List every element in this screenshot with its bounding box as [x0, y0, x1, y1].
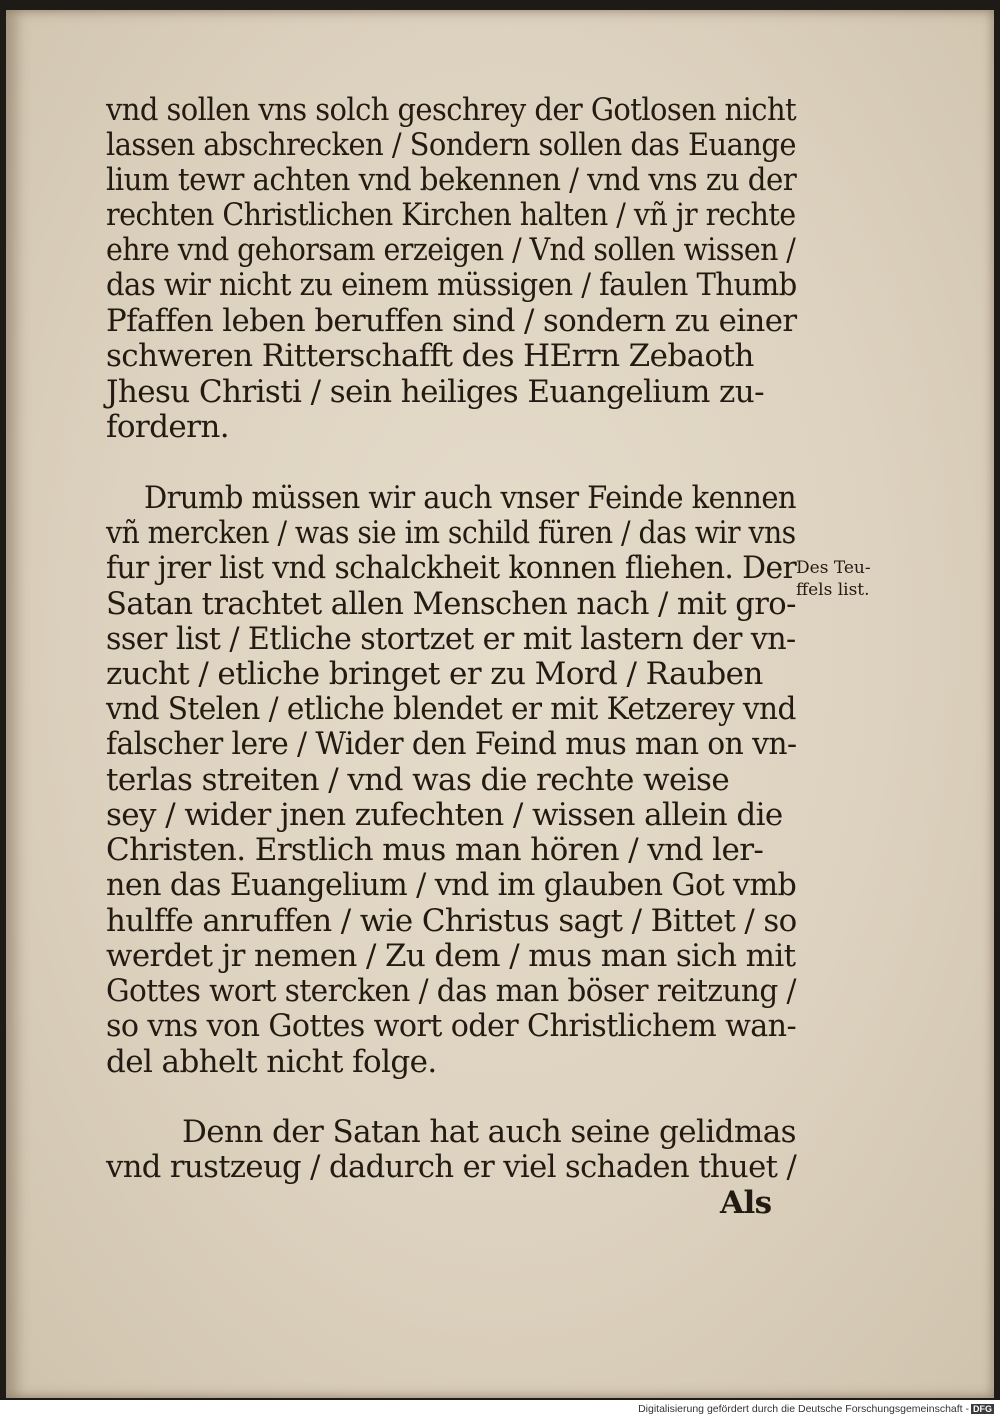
- text-line: Satan trachtet allen Menschen nach / mit gro-: [106, 586, 796, 622]
- dfg-logo: DFG: [973, 1404, 992, 1414]
- text-line: Gottes wort stercken / das man böser reitzung /: [106, 973, 796, 1009]
- text-line: fordern.: [106, 409, 229, 445]
- text-line: lassen abschrecken / Sondern sollen das Euange: [106, 127, 796, 163]
- text-line: vnd sollen vns solch geschrey der Gotlosen nicht: [106, 92, 797, 128]
- text-line: vnd Stelen / etliche blendet er mit Ketzerey vnd: [106, 691, 796, 727]
- text-line: falscher lere / Wider den Feind mus man on vn-: [106, 726, 797, 762]
- text-line: lium tewr achten vnd bekennen / vnd vns zu der: [106, 162, 797, 198]
- marginal-note: ffels list.: [796, 580, 870, 600]
- marginal-note: Des Teu-: [796, 558, 871, 578]
- text-line: das wir nicht zu einem müssigen / faulen Thumb: [106, 267, 797, 303]
- text-line: Pfaffen leben beruffen sind / sondern zu einer: [106, 303, 797, 339]
- catchword: Als: [720, 1185, 772, 1221]
- text-line: Drumb müssen wir auch vnser Feinde kennen: [144, 480, 797, 516]
- text-line: nen das Euangelium / vnd im glauben Got vmb: [106, 867, 797, 903]
- text-line: sser list / Etliche stortzet er mit lastern der vn-: [106, 621, 796, 657]
- text-line: sey / wider jnen zufechten / wissen allein die: [106, 797, 783, 833]
- text-line: ehre vnd gehorsam erzeigen / Vnd sollen wissen /: [106, 232, 796, 268]
- text-line: del abhelt nicht folge.: [106, 1044, 437, 1080]
- footer-credit: [638, 1403, 994, 1415]
- text-line: rechten Christlichen Kirchen halten / vñ jr rechte: [106, 197, 796, 233]
- text-line: vnd rustzeug / dadurch er viel schaden thuet /: [106, 1149, 797, 1185]
- text-line: zucht / etliche bringet er zu Mord / Rauben: [106, 656, 763, 692]
- text-line: Denn der Satan hat auch seine gelidmas: [182, 1114, 796, 1150]
- text-line: hulffe anruffen / wie Christus sagt / Bittet / so: [106, 903, 797, 939]
- text-line: so vns von Gottes wort oder Christlichem wan-: [106, 1008, 797, 1044]
- footer-text: Digitalisierung gefördert durch die Deutsche Forschungsgemeinschaft -: [638, 1403, 969, 1415]
- text-line: fur jrer list vnd schalckheit konnen fliehen. Der: [106, 550, 797, 586]
- text-line: Christen. Erstlich mus man hören / vnd ler-: [106, 832, 764, 868]
- text-line: Jhesu Christi / sein heiliges Euangelium zu-: [106, 374, 764, 410]
- text-line: schweren Ritterschafft des HErrn Zebaoth: [106, 338, 754, 374]
- text-line: terlas streiten / vnd was die rechte weise: [106, 762, 730, 798]
- text-line: werdet jr nemen / Zu dem / mus man sich mit: [106, 938, 796, 974]
- text-line: vñ mercken / was sie im schild füren / das wir vns: [106, 515, 796, 551]
- scanned-page: [6, 10, 994, 1398]
